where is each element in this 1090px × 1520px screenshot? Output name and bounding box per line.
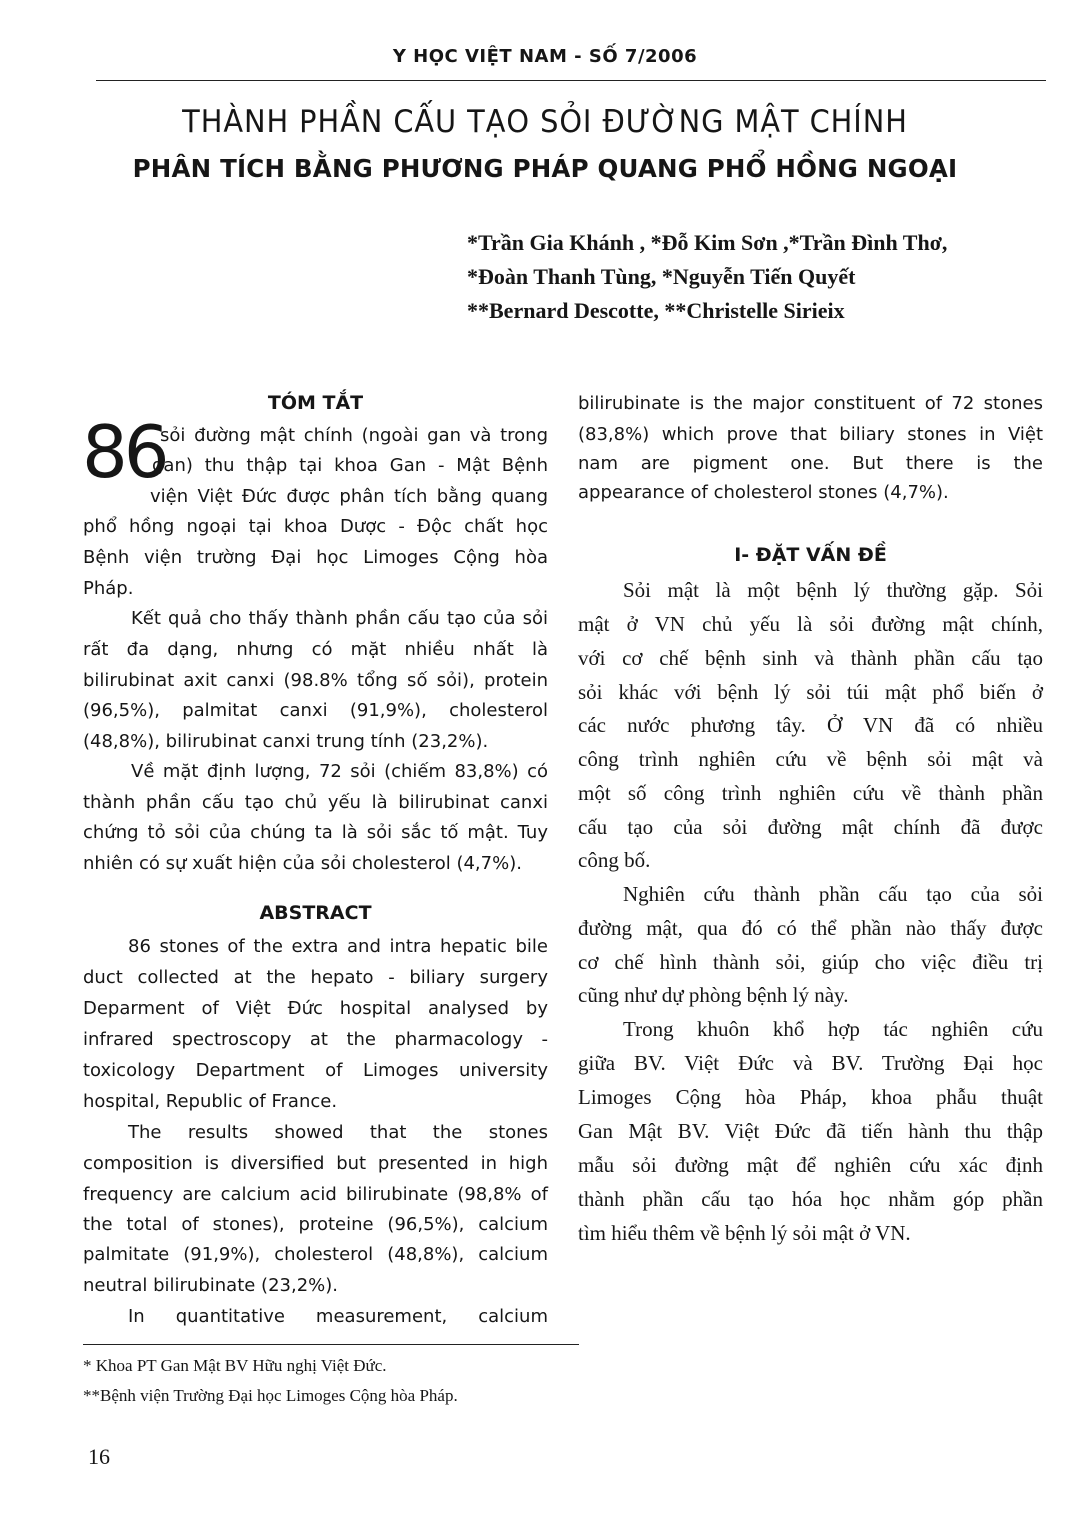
text-line: composition is diversified but presented in high: [83, 1153, 548, 1174]
text-line: rất đa dạng, nhưng có mặt nhiều nhất là: [83, 639, 548, 660]
text-line: Deparment of Việt Đức hospital analysed by: [83, 998, 548, 1019]
text-line: The results showed that the stones: [128, 1122, 548, 1143]
text-line: đường mật, qua đó có thể phần nào thấy được: [578, 916, 1043, 940]
text-line: sỏi đường mật chính (ngoài gan và trong: [160, 425, 548, 446]
summary-heading: TÓM TẮT: [267, 392, 364, 414]
authors-line-2: *Đoàn Thanh Tùng, *Nguyễn Tiến Quyết: [467, 264, 856, 289]
text-line: viện Việt Đức được phân tích bằng quang: [150, 486, 548, 507]
abstract-heading: ABSTRACT: [259, 902, 372, 924]
text-line: appearance of cholesterol stones (4,7%).: [578, 482, 949, 503]
text-line: neutral bilirubinate (23,2%).: [83, 1275, 339, 1296]
text-line: chứng tỏ sỏi của chúng ta là sỏi sắc tố mật. Tuy: [83, 822, 548, 843]
footnote-rule: [83, 1344, 579, 1345]
text-line: duct collected at the hepato - biliary surgery: [83, 967, 548, 988]
text-line: Trong khuôn khổ hợp tác nghiên cứu: [623, 1017, 1043, 1041]
text-line: sỏi khác với bệnh lý sỏi túi mật phổ biến ở: [578, 680, 1043, 704]
text-line: palmitate (91,9%), cholesterol (48,8%), calcium: [83, 1244, 548, 1265]
text-line: gan) thu thập tại khoa Gan - Mật Bệnh: [152, 455, 548, 476]
text-line: (83,8%) which prove that biliary stones in Việt: [578, 424, 1043, 445]
text-line: In quantitative measurement, calcium: [128, 1306, 548, 1327]
text-line: công trình nghiên cứu về bệnh sỏi mật và: [578, 747, 1043, 771]
text-line: mật ở VN chủ yếu là sỏi đường mật chính,: [578, 612, 1043, 636]
text-line: tìm hiểu thêm về bệnh lý sỏi mật ở VN.: [578, 1221, 911, 1245]
text-line: bilirubinat axit canxi (98.8% tổng số sỏi), protein: [83, 670, 548, 691]
text-line: nhiên có sự xuất hiện của sỏi cholesterol (4,7%).: [83, 853, 522, 874]
footnote-1: * Khoa PT Gan Mật BV Hữu nghị Việt Đức.: [83, 1356, 387, 1375]
text-line: nam are pigment one. But there is the: [578, 453, 1043, 474]
section1-heading: I- ĐẶT VẤN ĐỀ: [734, 544, 887, 566]
text-line: bilirubinate is the major constituent of 72 stones: [578, 393, 1043, 414]
title-line-2: PHÂN TÍCH BẰNG PHƯƠNG PHÁP QUANG PHỔ HỒNG NGOẠI: [132, 154, 958, 183]
text-line: Bệnh viện trường Đại học Limoges Cộng hòa: [83, 547, 548, 568]
text-line: (48,8%), bilirubinat canxi trung tính (23,2%).: [83, 731, 489, 752]
journal-header: Y HỌC VIỆT NAM - SỐ 7/2006: [392, 46, 698, 67]
text-line: một số công trình nghiên cứu về thành phần: [578, 781, 1043, 805]
summary-dropcap: 86: [82, 410, 166, 494]
text-line: phổ hồng ngoại tại khoa Dược - Độc chất học: [83, 516, 548, 537]
text-line: các nước phương tây. Ở VN đã có nhiều: [578, 713, 1043, 737]
text-line: 86 stones of the extra and intra hepatic bile: [128, 936, 548, 957]
text-line: mẫu sỏi đường mật để nghiên cứu xác định: [578, 1153, 1043, 1177]
authors-line-1: *Trần Gia Khánh , *Đỗ Kim Sơn ,*Trần Đình Thơ,: [467, 230, 948, 255]
title-line-1: THÀNH PHẦN CẤU TẠO SỎI ĐƯỜNG MẬT CHÍNH: [182, 104, 908, 140]
footnote-2: **Bệnh viện Trường Đại học Limoges Cộng hòa Pháp.: [83, 1386, 458, 1405]
text-line: công bố.: [578, 848, 651, 872]
text-line: cấu tạo của sỏi đường mật chính đã được: [578, 815, 1043, 839]
text-line: infrared spectroscopy at the pharmacology -: [83, 1029, 548, 1050]
text-line: (96,5%), palmitat canxi (91,9%), cholesterol: [83, 700, 548, 721]
authors-line-3: **Bernard Descotte, **Christelle Sirieix: [467, 298, 845, 323]
header-rule: [96, 80, 1046, 81]
text-line: Pháp.: [83, 578, 134, 599]
text-line: thành phần cấu tạo chủ yếu là bilirubinat canxi: [83, 792, 548, 813]
text-line: cơ chế hình thành sỏi, giúp cho việc điều trị: [578, 950, 1043, 974]
text-line: Gan Mật BV. Việt Đức đã tiến hành thu thập: [578, 1119, 1043, 1143]
text-line: thành phần cấu tạo hóa học nhằm góp phần: [578, 1187, 1043, 1211]
text-line: cũng như dự phòng bệnh lý này.: [578, 983, 849, 1007]
text-line: Kết quả cho thấy thành phần cấu tạo của sỏi: [131, 608, 548, 629]
text-line: Về mặt định lượng, 72 sỏi (chiếm 83,8%) có: [131, 761, 548, 782]
text-line: hospital, Republic of France.: [83, 1091, 338, 1112]
text-line: frequency are calcium acid bilirubinate (98,8% of: [83, 1184, 548, 1205]
page-number: 16: [88, 1444, 110, 1469]
text-line: giữa BV. Việt Đức và BV. Trường Đại học: [578, 1051, 1043, 1075]
text-line: toxicology Department of Limoges university: [83, 1060, 548, 1081]
text-line: với cơ chế bệnh sinh và thành phần cấu tạo: [578, 646, 1043, 670]
text-line: Nghiên cứu thành phần cấu tạo của sỏi: [623, 882, 1043, 906]
text-line: Limoges Cộng hòa Pháp, khoa phẫu thuật: [578, 1085, 1043, 1109]
text-line: Sỏi mật là một bệnh lý thường gặp. Sỏi: [623, 578, 1043, 602]
text-line: the total of stones), proteine (96,5%), calcium: [83, 1214, 548, 1235]
